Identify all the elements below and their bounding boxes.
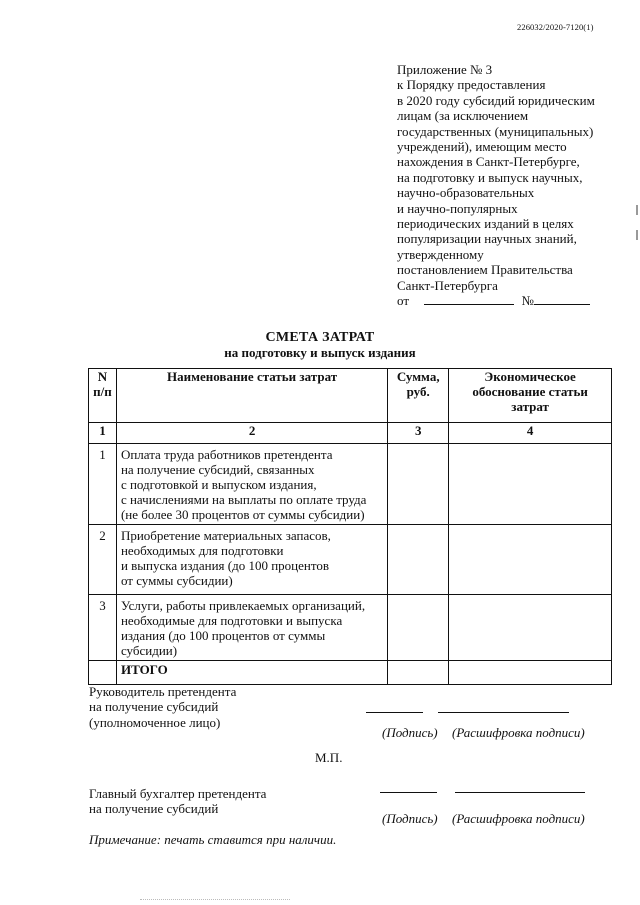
- head-signature-caption: (Подпись): [382, 725, 438, 740]
- total-label: ИТОГО: [116, 661, 387, 685]
- number-label: №: [521, 293, 534, 309]
- accountant-signatory-line: на получение субсидий: [89, 801, 219, 817]
- row-text-line: издания (до 100 процентов от суммы субсидии): [120, 628, 326, 658]
- appendix-line: Приложение № 3: [397, 62, 493, 77]
- accountant-signatory-line: Главный бухгалтер претендента: [89, 786, 267, 801]
- footnote-label: Примечание:: [89, 832, 162, 847]
- column-number: 1: [89, 423, 117, 444]
- row-amount-cell[interactable]: [388, 444, 449, 525]
- appendix-date-number-line: [397, 293, 622, 308]
- row-text-line: с начислениями на выплаты по оплате труда: [120, 492, 367, 507]
- total-number-cell: [89, 661, 117, 685]
- appendix-line: научно-образовательных: [397, 185, 535, 201]
- row-text-line: на получение субсидий, связанных: [120, 462, 315, 477]
- page-title: СМЕТА ЗАТРАТ: [265, 330, 375, 345]
- accountant-signature-caption: (Подпись): [382, 811, 438, 826]
- row-item-name: [116, 444, 387, 525]
- footnote-text: печать ставится при наличии.: [164, 832, 337, 847]
- row-text-line: Услуги, работы привлекаемых организаций,: [120, 598, 366, 613]
- appendix-line: утвержденному: [397, 246, 484, 262]
- row-text-line: Приобретение материальных запасов,: [120, 528, 331, 543]
- appendix-line: государственных (муниципальных): [397, 123, 594, 139]
- head-signature-field[interactable]: [366, 712, 423, 713]
- total-amount-cell[interactable]: [388, 661, 449, 685]
- total-row: [89, 661, 612, 685]
- head-signatory-line: Руководитель претендента: [89, 684, 237, 699]
- row-justification-cell[interactable]: [449, 444, 612, 525]
- row-item-name: [116, 595, 387, 661]
- from-label: от: [397, 293, 410, 309]
- row-text-line: и выпуска издания (до 100 процентов: [120, 558, 330, 573]
- page-subtitle: на подготовку и выпуск издания: [224, 345, 416, 360]
- row-text-line: (не более 30 процентов от суммы субсидии): [120, 507, 365, 522]
- row-number: 3: [89, 595, 117, 661]
- head-name-field[interactable]: [438, 712, 569, 713]
- column-number-row: [89, 423, 612, 444]
- footnote: [89, 832, 336, 848]
- appendix-line: к Порядку предоставления: [397, 77, 546, 93]
- date-blank: [424, 293, 514, 305]
- accountant-decode-caption: (Расшифровка подписи): [452, 811, 585, 826]
- row-amount-cell[interactable]: [388, 595, 449, 661]
- column-number: 3: [388, 423, 449, 444]
- appendix-line: и научно-популярных: [397, 200, 518, 216]
- scan-edge-mark: [636, 205, 638, 215]
- row-text-line: Оплата труда работников претендента: [120, 447, 333, 462]
- cost-estimate-table: [88, 368, 612, 685]
- row-justification-cell[interactable]: [449, 525, 612, 595]
- row-number: 2: [89, 525, 117, 595]
- header-justification: Экономическое обоснование статьи затрат: [449, 369, 612, 423]
- appendix-line: на подготовку и выпуск научных,: [397, 169, 583, 185]
- column-number: 2: [116, 423, 387, 444]
- total-justification-cell[interactable]: [449, 661, 612, 685]
- row-text-line: необходимых для подготовки: [120, 543, 284, 558]
- appendix-line: постановлением Правительства: [397, 262, 573, 278]
- scan-edge-mark: [636, 230, 638, 240]
- row-justification-cell[interactable]: [449, 595, 612, 661]
- row-amount-cell[interactable]: [388, 525, 449, 595]
- appendix-line: лицам (за исключением: [397, 108, 529, 124]
- appendix-line: популяризации научных знаний,: [397, 231, 577, 247]
- scan-bottom-artifact: [140, 899, 290, 903]
- table-row: [89, 595, 612, 661]
- document-id: 226032/2020-7120(1): [517, 22, 594, 32]
- column-number: 4: [449, 423, 612, 444]
- accountant-signatory-block: [89, 786, 266, 817]
- row-text-line: от суммы субсидии): [120, 573, 233, 588]
- head-signatory-line: на получение субсидий: [89, 699, 219, 715]
- head-signatory-block: [89, 684, 236, 730]
- row-number: 1: [89, 444, 117, 525]
- accountant-signature-field[interactable]: [380, 792, 437, 793]
- head-signatory-line: (уполномоченное лицо): [89, 714, 221, 730]
- number-blank: [534, 293, 590, 305]
- appendix-line: Санкт-Петербурга: [397, 277, 498, 293]
- stamp-placeholder: М.П.: [315, 750, 343, 765]
- header-number: N п/п: [89, 369, 117, 423]
- table-row: [89, 444, 612, 525]
- row-text-line: с подготовкой и выпуском издания,: [120, 477, 317, 492]
- header-amount: Сумма, руб.: [388, 369, 449, 423]
- accountant-name-field[interactable]: [455, 792, 585, 793]
- appendix-line: в 2020 году субсидий юридическим: [397, 92, 595, 108]
- appendix-line: нахождения в Санкт-Петербурге,: [397, 154, 580, 170]
- header-item-name: Наименование статьи затрат: [116, 369, 387, 423]
- table-row: [89, 525, 612, 595]
- appendix-block: [397, 62, 622, 309]
- appendix-line: учреждений), имеющим место: [397, 139, 567, 155]
- row-text-line: необходимые для подготовки и выпуска: [120, 613, 343, 628]
- row-item-name: [116, 525, 387, 595]
- head-decode-caption: (Расшифровка подписи): [452, 725, 585, 740]
- appendix-line: периодических изданий в целях: [397, 216, 574, 232]
- table-header-row: [89, 369, 612, 423]
